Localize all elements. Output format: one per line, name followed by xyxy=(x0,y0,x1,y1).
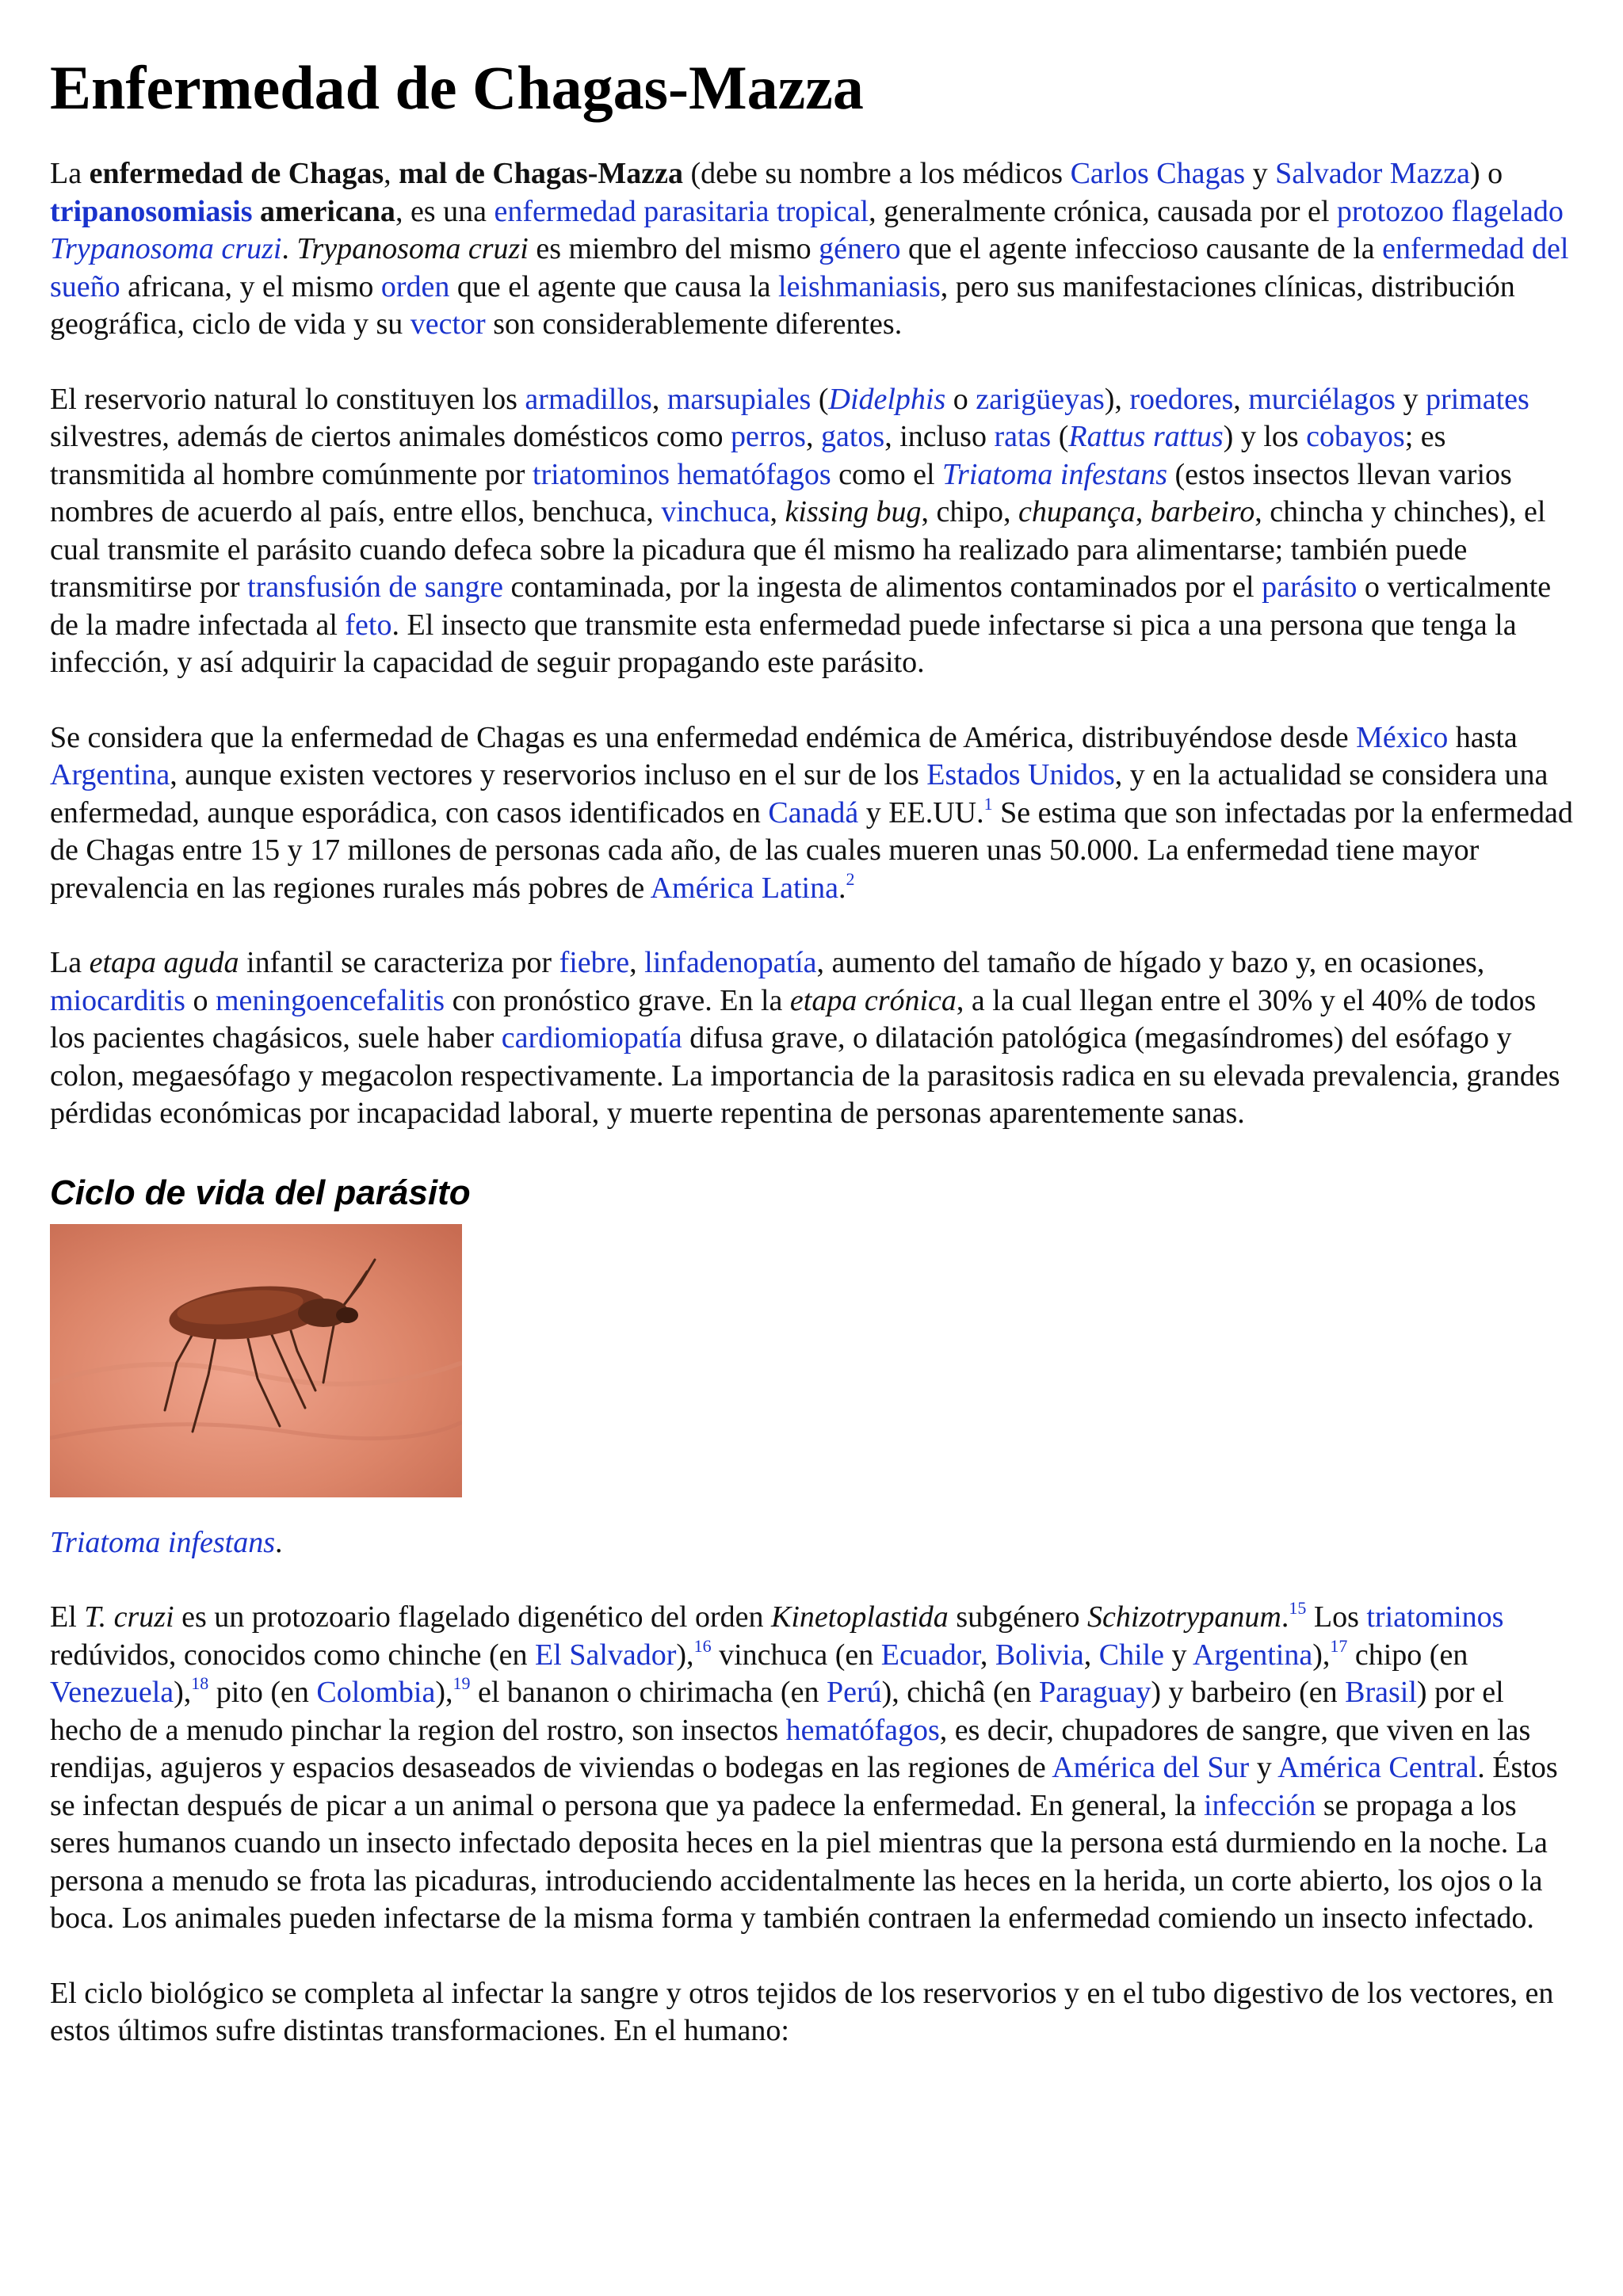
link-chile[interactable]: Chile xyxy=(1098,1638,1165,1672)
link-gatos[interactable]: gatos xyxy=(820,420,885,453)
page-title: Enfermedad de Chagas-Mazza xyxy=(50,53,864,122)
paragraph-reservorio: El reservorio natural lo constituyen los armadillos, marsupiales (Didelphis o zarigüeyas), roedores, murciélagos y primates silvestres, además de ciertos animales domésticos como perros, gatos, incluso ratas (Rattus rattus) y los cobayos; es transmitida al hombre comúnmente por triatominos hematófagos como el Triatoma infestans (estos insectos llevan varios nombres de acuerdo al país, entre ellos, benchuca, vinchuca, kissing bug, chipo, chupança, barbeiro, chincha y chinches), el cual transmite el parásito cuando defeca sobre la picadura que él mismo ha realizado para alimentarse; también puede transmitirse por transfusión de sangre contaminada, por la ingesta de alimentos contaminados por el parásito o verticalmente de la madre infectada al feto. El insecto que transmite esta enfermedad puede infectarse si pica a una persona que tenga la infección, y así adquirir la capacidad de seguir propagando este parásito. xyxy=(50,382,1552,679)
link-cardiomiopatia[interactable]: cardiomiopatía xyxy=(501,1021,682,1055)
link-vector[interactable]: vector xyxy=(410,307,486,341)
link-venezuela[interactable]: Venezuela xyxy=(50,1676,174,1709)
link-cobayos[interactable]: cobayos xyxy=(1306,420,1405,453)
link-america-del-sur[interactable]: América del Sur xyxy=(1052,1751,1250,1784)
link-tripanosomiasis[interactable]: tripanosomiasis xyxy=(50,194,253,228)
link-zarigueyas[interactable]: zarigüeyas xyxy=(976,382,1105,416)
link-enfermedad-parasitaria-tropical[interactable]: enfermedad parasitaria tropical xyxy=(494,194,869,228)
link-salvador-mazza[interactable]: Salvador Mazza xyxy=(1275,157,1470,190)
reference-17[interactable]: 17 xyxy=(1330,1635,1348,1656)
reference-1[interactable]: 1 xyxy=(983,793,993,814)
link-el-salvador[interactable]: El Salvador xyxy=(535,1638,677,1672)
link-roedores[interactable]: roedores xyxy=(1129,382,1234,416)
section-heading-ciclo-de-vida: Ciclo de vida del parásito xyxy=(50,1173,471,1212)
link-miocarditis[interactable]: miocarditis xyxy=(50,983,185,1017)
link-infeccion[interactable]: infección xyxy=(1204,1788,1316,1822)
link-colombia[interactable]: Colombia xyxy=(316,1676,436,1709)
link-triatominos-hematofagos[interactable]: triatominos hematófagos xyxy=(532,457,831,491)
link-meningoencefalitis[interactable]: meningoencefalitis xyxy=(215,983,445,1017)
link-triatoma-infestans[interactable]: Triatoma infestans xyxy=(942,457,1168,491)
link-feto[interactable]: feto xyxy=(345,608,392,642)
link-linfadenopatia[interactable]: linfadenopatía xyxy=(644,946,817,979)
link-america-latina[interactable]: América Latina xyxy=(650,871,838,905)
link-leishmaniasis[interactable]: leishmaniasis xyxy=(778,269,941,303)
reference-18[interactable]: 18 xyxy=(191,1673,209,1693)
link-estados-unidos[interactable]: Estados Unidos xyxy=(926,758,1115,791)
paragraph-etapas: La etapa aguda infantil se caracteriza por fiebre, linfadenopatía, aumento del tamaño de hígado y bazo y, en ocasiones, miocarditis o meningoencefalitis con pronóstico grave. En la etapa crónica, a la cual llegan entre el 30% y el 40% de todos los pacientes chagásicos, suele haber cardiomiopatía difusa grave, o dilatación patológica (megasíndromes) del esófago y colon, megaesófago y megacolon respectivamente. La importancia de la parasitosis radica en su elevada prevalencia, grandes pérdidas económicas por incapacidad laboral, y muerte repentina de personas aparentemente sanas. xyxy=(50,946,1560,1130)
link-canada[interactable]: Canadá xyxy=(768,795,859,830)
link-rattus-rattus[interactable]: Rattus rattus xyxy=(1068,420,1224,453)
link-bolivia[interactable]: Bolivia xyxy=(995,1638,1084,1672)
link-protozoo-flagelado[interactable]: protozoo flagelado xyxy=(1336,194,1564,228)
paragraph-distribucion: Se considera que la enfermedad de Chagas es una enfermedad endémica de América, distribuyéndose desde México hasta Argentina, aunque existen vectores y reservorios incluso en el sur de los Estados Unidos, y en la actualidad se considera una enfermedad, aunque esporádica, con casos identificados en Canadá y EE.UU.$^1$ Se estima que son infectadas por la enfermedad de Chagas entre 15 y 17 millones de personas cada año, de las cuales mueren unas 50.000. La enfermedad tiene mayor prevalencia en las regiones rurales más pobres de América Latina.$^2$ xyxy=(50,720,1573,905)
link-trypanosoma-cruzi[interactable]: Trypanosoma cruzi xyxy=(50,232,282,265)
link-carlos-chagas[interactable]: Carlos Chagas xyxy=(1070,157,1246,190)
link-caption-triatoma-infestans[interactable]: Triatoma infestans xyxy=(50,1525,275,1559)
link-transfusion-de-sangre[interactable]: transfusión de sangre xyxy=(247,570,503,604)
link-triatominos[interactable]: triatominos xyxy=(1366,1600,1504,1634)
link-america-central[interactable]: América Central xyxy=(1277,1751,1478,1784)
figure-caption: Triatoma infestans. xyxy=(50,1525,283,1559)
link-mexico[interactable]: México xyxy=(1356,720,1449,754)
link-primates[interactable]: primates xyxy=(1425,382,1529,416)
link-peru[interactable]: Perú xyxy=(826,1676,882,1709)
link-vinchuca[interactable]: vinchuca xyxy=(661,495,770,528)
link-marsupiales[interactable]: marsupiales xyxy=(666,382,812,416)
link-parasito[interactable]: parásito xyxy=(1262,570,1358,604)
link-argentina-2[interactable]: Argentina xyxy=(1192,1638,1313,1672)
link-genero[interactable]: género xyxy=(819,232,901,265)
paragraph-t-cruzi: El T. cruzi es un protozoario flagelado digenético del orden Kinetoplastida subgénero Schizotrypanum.$^{15}$ Los triatominos redúvidos, conocidos como chinche (en El Salvador),$^{16}$ vinchuca (en Ecuador, Bolivia, Chile y Argentina),$^{17}$ chipo (en Venezuela),$^{18}$ pito (en Colombia),$^{19}$ el bananon o chirimacha (en Perú), chichâ (en Paraguay) y barbeiro (en Brasil) por el hecho de a menudo pinchar la region del rostro, son insectos hematófagos, es decir, chupadores de sangre, que viven en las rendijas, agujeros y espacios desaseados de viviendas o bodegas en las regiones de América del Sur y América Central. Éstos se infectan después de picar a un animal o persona que ya padece la enfermedad. En general, la infección se propaga a los seres humanos cuando un insecto infectado deposita heces en la piel mientras que la persona está durmiendo en la noche. La persona a menudo se frota las picaduras, introduciendo accidentalmente las heces en la herida, un corte abierto, los ojos o la boca. Los animales pueden infectarse de la misma forma y también contraen la enfermedad comiendo un insecto infectado. xyxy=(50,1598,1558,1935)
triatoma-infestans-photo[interactable] xyxy=(50,1224,462,1497)
reference-2[interactable]: 2 xyxy=(846,868,855,889)
link-ecuador[interactable]: Ecuador xyxy=(880,1638,980,1672)
link-hematofagos[interactable]: hematófagos xyxy=(785,1713,940,1747)
reference-19[interactable]: 19 xyxy=(453,1673,471,1693)
link-fiebre[interactable]: fiebre xyxy=(559,946,630,979)
link-paraguay[interactable]: Paraguay xyxy=(1038,1676,1151,1709)
reference-16[interactable]: 16 xyxy=(693,1635,712,1656)
link-brasil[interactable]: Brasil xyxy=(1345,1676,1417,1709)
link-orden[interactable]: orden xyxy=(380,269,450,303)
link-ratas[interactable]: ratas xyxy=(994,420,1052,453)
link-armadillos[interactable]: armadillos xyxy=(525,382,652,416)
link-enfermedad-del-sueno[interactable]: enfermedad del sueño xyxy=(50,232,1569,303)
link-perros[interactable]: perros xyxy=(731,420,806,453)
link-argentina[interactable]: Argentina xyxy=(50,758,170,791)
link-murcielagos[interactable]: murciélagos xyxy=(1248,382,1396,416)
reference-15[interactable]: 15 xyxy=(1289,1598,1307,1618)
link-didelphis[interactable]: Didelphis xyxy=(828,382,946,416)
paragraph-intro: La enfermedad de Chagas, mal de Chagas-Mazza (debe su nombre a los médicos Carlos Chagas y Salvador Mazza) o tripanosomiasis americana, es una enfermedad parasitaria tropical, generalmente crónica, causada por el protozoo flagelado Trypanosoma cruzi. Trypanosoma cruzi es miembro del mismo género que el agente infeccioso causante de la enfermedad del sueño africana, y el mismo orden que el agente que causa la leishmaniasis, pero sus manifestaciones clínicas, distribución geográfica, ciclo de vida y su vector son considerablemente diferentes. xyxy=(50,157,1569,341)
paragraph-ciclo-biologico: El ciclo biológico se completa al infectar la sangre y otros tejidos de los reservorios y en el tubo digestivo de los vectores, en estos últimos sufre distintas transformaciones. En el humano: xyxy=(50,1976,1554,2047)
